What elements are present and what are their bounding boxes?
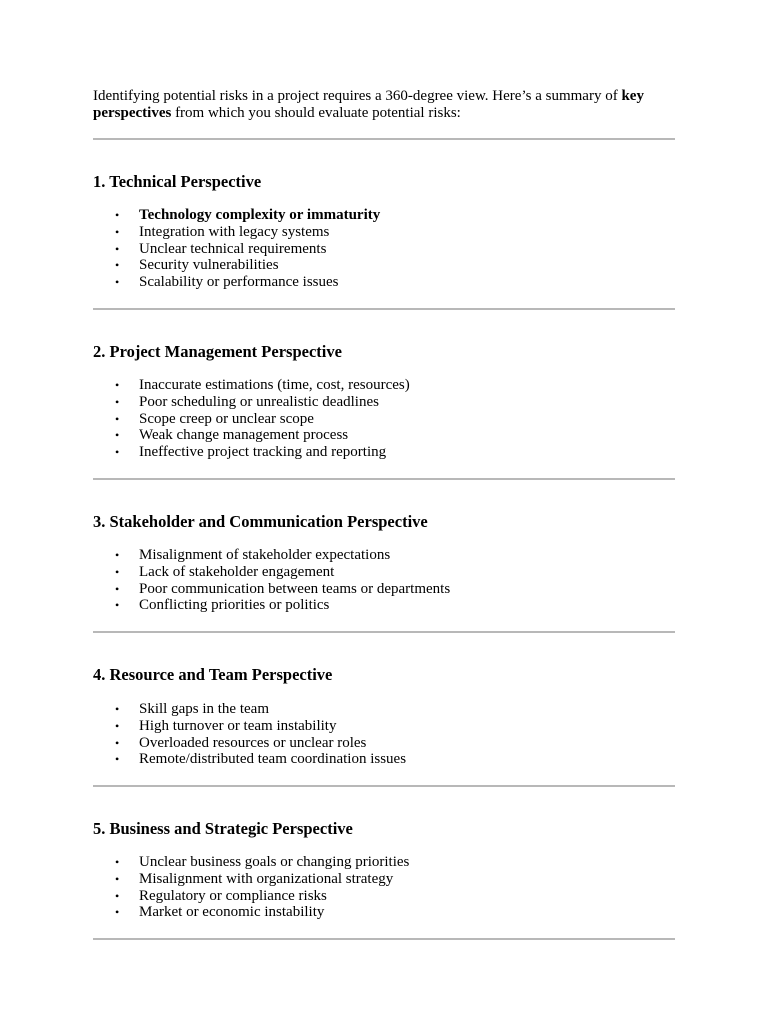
bullet-icon: • [115, 752, 120, 767]
list-item: • Unclear business goals or changing priorities [115, 854, 410, 870]
section-list-business [93, 854, 675, 921]
bullet-icon: • [115, 275, 120, 290]
list-item: • Poor communication between teams or departments [115, 580, 451, 597]
bullet-icon: • [115, 598, 120, 613]
section-list-technical [93, 207, 675, 291]
section-list-resource [93, 701, 675, 768]
bullet-icon: • [115, 548, 120, 562]
bullet-icon: • [115, 445, 120, 460]
list-item: • Market or economic instability [115, 904, 325, 921]
list-item: • Skill gaps in the team [115, 701, 269, 717]
bullet-icon: • [115, 581, 120, 596]
divider-rule [93, 478, 675, 480]
intro-paragraph [93, 88, 675, 122]
bullet-icon: • [115, 208, 120, 222]
section-list-project-management [93, 377, 675, 461]
bullet-icon: • [115, 718, 120, 733]
bullet-icon: • [115, 224, 120, 239]
divider-rule [93, 308, 675, 310]
bullet-icon: • [115, 564, 120, 579]
section-heading-business: 5. Business and Strategic Perspective [93, 819, 353, 838]
intro-bold: key perspectives [93, 88, 644, 121]
bullet-icon: • [115, 702, 120, 716]
list-item: • Conflicting priorities or politics [115, 597, 330, 614]
list-item: • Technology complexity or immaturity [115, 207, 381, 223]
bullet-icon: • [115, 888, 120, 903]
list-item: • High turnover or team instability [115, 717, 337, 734]
bullet-icon: • [115, 241, 120, 256]
list-item: • Scalability or performance issues [115, 274, 339, 291]
bullet-icon: • [115, 735, 120, 750]
list-item: • Integration with legacy systems [115, 223, 330, 240]
bullet-icon: • [115, 411, 120, 426]
list-item: • Misalignment with organizational strategy [115, 870, 394, 887]
divider-rule [93, 785, 675, 787]
list-item: • Inaccurate estimations (time, cost, resources) [115, 377, 410, 393]
intro-suffix: from which you should evaluate potential risks: [171, 105, 461, 121]
divider-rule [93, 138, 675, 140]
list-item: • Lack of stakeholder engagement [115, 563, 335, 580]
list-item: • Scope creep or unclear scope [115, 410, 314, 427]
bullet-icon: • [115, 905, 120, 920]
list-item: • Ineffective project tracking and reporting [115, 444, 387, 461]
section-heading-technical: 1. Technical Perspective [93, 172, 262, 191]
list-item: • Unclear technical requirements [115, 240, 327, 257]
divider-rule [93, 938, 675, 940]
section-heading-project-management: 2. Project Management Perspective [93, 342, 342, 361]
list-item: • Weak change management process [115, 427, 349, 444]
bullet-icon: • [115, 855, 120, 869]
list-item: • Poor scheduling or unrealistic deadlines [115, 393, 379, 410]
intro-prefix: Identifying potential risks in a project requires a 360-degree view. Here’s a summary of [93, 88, 622, 104]
section-heading-stakeholder: 3. Stakeholder and Communication Perspective [93, 512, 428, 531]
list-item: • Remote/distributed team coordination issues [115, 751, 407, 768]
bullet-icon: • [115, 871, 120, 886]
bullet-icon: • [115, 378, 120, 392]
bullet-icon: • [115, 428, 120, 443]
section-list-stakeholder [93, 547, 675, 614]
list-item: • Security vulnerabilities [115, 257, 279, 274]
bullet-icon: • [115, 394, 120, 409]
divider-rule [93, 631, 675, 633]
list-item: • Regulatory or compliance risks [115, 887, 327, 904]
bullet-icon: • [115, 258, 120, 273]
list-item: • Misalignment of stakeholder expectations [115, 547, 391, 563]
list-item: • Overloaded resources or unclear roles [115, 734, 367, 751]
section-heading-resource: 4. Resource and Team Perspective [93, 665, 333, 684]
